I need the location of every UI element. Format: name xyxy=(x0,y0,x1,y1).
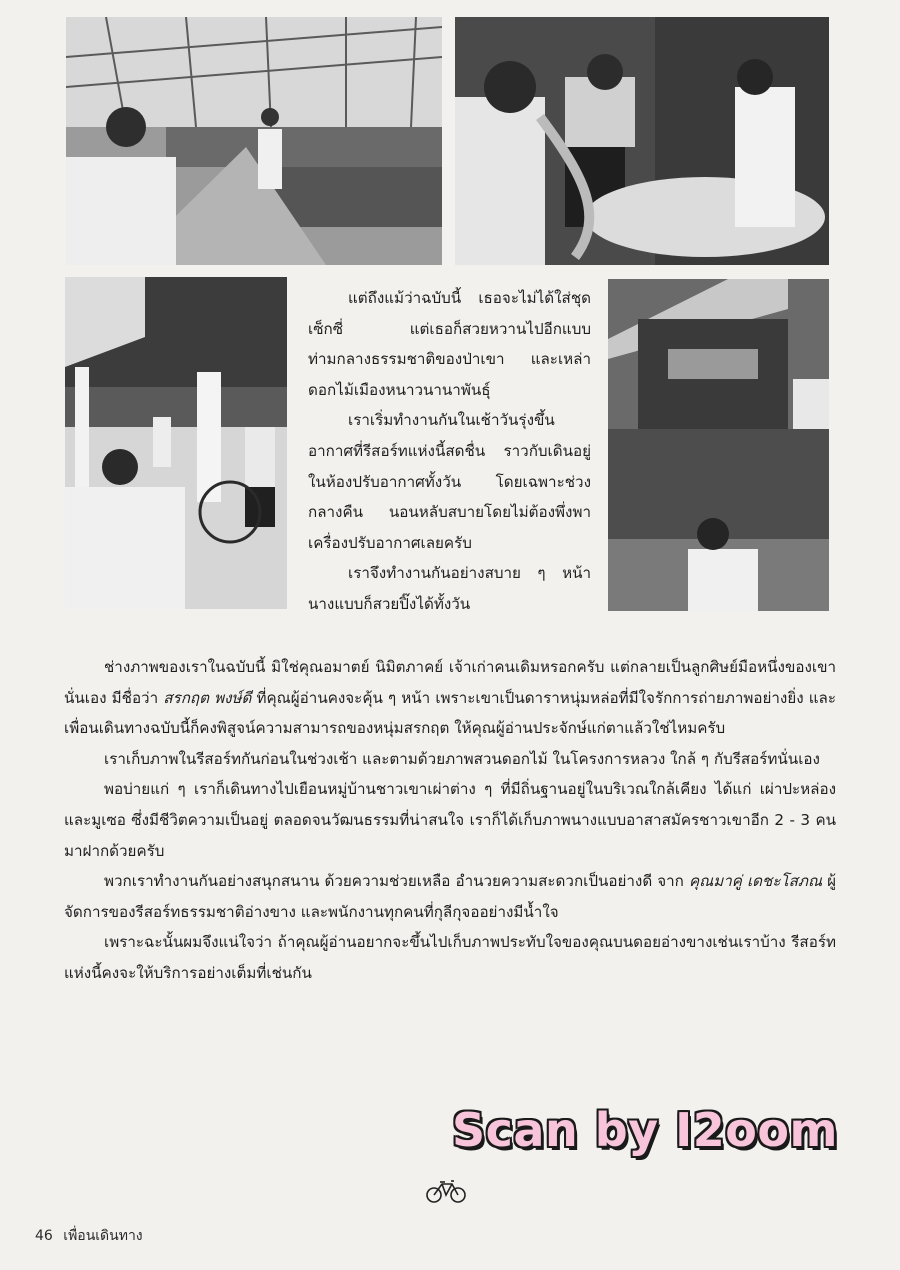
body-text-segment: ผู้จัดการของรีสอร์ทธรรมชาติอ่างขาง และพนักงานทุกคนที่กุลีกุจออย่างมีน้ำใจ xyxy=(64,872,837,921)
center-column-text xyxy=(308,283,591,620)
page-number: 46 xyxy=(35,1228,53,1244)
column-paragraph: เราจึงทำงานกันอย่างสบาย ๆ หน้านางแบบก็สวยปิ๊งได้ทั้งวัน xyxy=(308,564,591,613)
photo-reflector-shoot xyxy=(455,17,829,265)
article-body xyxy=(64,652,836,989)
body-paragraph: เพราะฉะนั้นผมจึงแน่ใจว่า ถ้าคุณผู้อ่านอยากจะขึ้นไปเก็บภาพประทับใจของคุณบนดอยอ่างขางเช่นเราบ้าง รีสอร์ทแห่งนี้คงจะให้บริการอย่างเต็มที่เช่นกัน xyxy=(64,933,836,982)
column-paragraph: เราเริ่มทำงานกันในเช้าวันรุ่งขึ้น อากาศที่รีสอร์ทแห่งนี้สดชื่น ราวกับเดินอยู่ในห้องปรับอากาศทั้งวัน โดยเฉพาะช่วงกลางคืน นอนหลับสบายโดยไม่ต้องพึ่งพาเครื่องปรับอากาศเลยครับ xyxy=(308,411,591,552)
body-paragraph: เราเก็บภาพในรีสอร์ทกันก่อนในช่วงเช้า และตามด้วยภาพสวนดอกไม้ ในโครงการหลวง ใกล้ ๆ กับรีสอร์ทนั่นเอง xyxy=(104,749,820,768)
body-paragraph xyxy=(64,652,836,744)
body-text-segment: พวกเราทำงานกันอย่างสนุกสนาน ด้วยความช่วยเหลือ อำนวยความสะดวกเป็นอย่างดี จาก xyxy=(104,872,684,891)
photographer-name: สรกฤต พงษ์ดี xyxy=(163,688,252,707)
column-paragraph: แต่ถึงแม้ว่าฉบับนี้ เธอจะไม่ได้ใส่ชุดเซ็กซี่ แต่เธอก็สวยหวานไปอีกแบบท่ามกลางธรรมชาติของป่าเขา และเหล่าดอกไม้เมืองหนาวนานาพันธุ์ xyxy=(308,289,591,399)
photo-courtyard-shoot xyxy=(65,277,287,609)
bicycle-icon xyxy=(424,1178,468,1204)
body-paragraph: พอบ่ายแก่ ๆ เราก็เดินทางไปเยือนหมู่บ้านชาวเขาเผ่าต่าง ๆ ที่มีถิ่นฐานอยู่ในบริเวณใกล้เคียง ได้แก่ เผ่าปะหล่อง และมูเซอ ซึ่งมีชีวิตความเป็นอยู่ ตลอดจนวัฒนธรรมที่น่าสนใจ เราก็ได้เก็บภาพนางแบบอาสาสมัครชาวเขาอีก 2 - 3 คน มาฝากด้วยครับ xyxy=(64,780,836,860)
page-footer xyxy=(35,1226,149,1246)
manager-name: คุณมาคู่ เดชะโสภณ xyxy=(688,872,823,891)
body-text-segment: ช่างภาพของเราในฉบับนี้ มิใช่คุณอมาตย์ นิมิตภาคย์ เจ้าเก่าคนเดิมหรอกครับ แต่กลายเป็นลูกศิษย์มือหนึ่งของเขานั่นเอง มีชื่อว่า xyxy=(64,658,836,707)
body-text-segment: ที่คุณผู้อ่านคงจะคุ้น ๆ หน้า เพราะเขาเป็นดาราหนุ่มหล่อที่มีใจรักการถ่ายภาพอย่างยิ่ง และเพื่อนเดินทางฉบับนี้ก็คงพิสูจน์ความสามารถของหนุ่มสรกฤต ให้คุณผู้อ่านประจักษ์แก่ตาแล้วใช่ไหมครับ xyxy=(64,688,837,738)
body-paragraph xyxy=(64,866,836,927)
magazine-name: เพื่อนเดินทาง xyxy=(63,1228,143,1244)
photo-cabin-shoot xyxy=(608,279,829,611)
scan-watermark: Scan by I2oom xyxy=(452,1103,838,1157)
photo-greenhouse-shoot xyxy=(66,17,442,265)
